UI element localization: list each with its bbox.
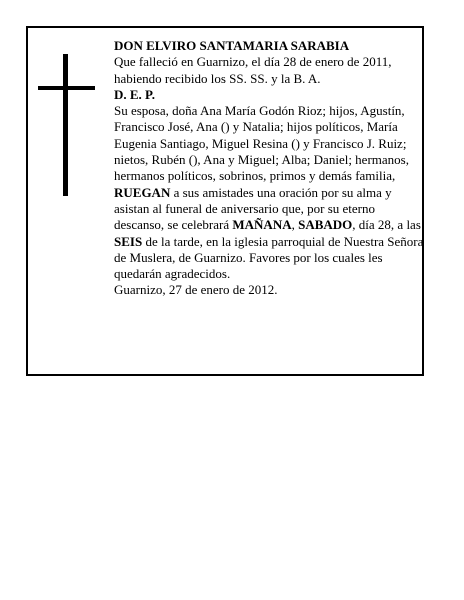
seis-word: SEIS xyxy=(114,233,143,249)
obituary-text xyxy=(114,38,424,299)
family-list: Su esposa, doña Ana María Godón Rioz; hijos, Agustín, Francisco José, Ana () y Natalia; hijos políticos, María Eugenia Santiago, Miguel Resina () y Francisco J. Ruiz; nietos, Rubén (), Ana y Miguel; Alba; Daniel; hermanos, hermanos políticos, sobrinos, primos y demás familia, xyxy=(114,103,409,184)
date-place: Guarnizo, 27 de enero de 2012. xyxy=(114,282,278,298)
sabado-word: SABADO xyxy=(298,217,353,233)
rip-line: D. E. P. xyxy=(114,86,156,102)
ruegan-word: RUEGAN xyxy=(114,184,171,200)
request-comma: , xyxy=(291,217,299,233)
request-text-3: de la tarde, en la iglesia parroquial de Nuestra Señora de Muslera, de Guarnizo. Favores por los cuales les quedarán agradecidos. xyxy=(114,233,424,282)
funeral-request xyxy=(114,185,424,283)
cross-icon xyxy=(63,54,68,196)
cross-icon-bar xyxy=(38,86,95,90)
request-text-2: , día 28, a las xyxy=(352,217,421,233)
deceased-name: DON ELVIRO SANTAMARIA SARABIA xyxy=(114,38,350,53)
manana-word: MAÑANA xyxy=(232,217,292,233)
death-details: Que falleció en Guarnizo, el día 28 de enero de 2011, habiendo recibido los SS. SS. y la B. A. xyxy=(114,54,392,86)
request-text-1: a sus amistades una oración por su alma y asistan al funeral de aniversario que, por su eterno descanso, se celebrará xyxy=(114,184,392,233)
